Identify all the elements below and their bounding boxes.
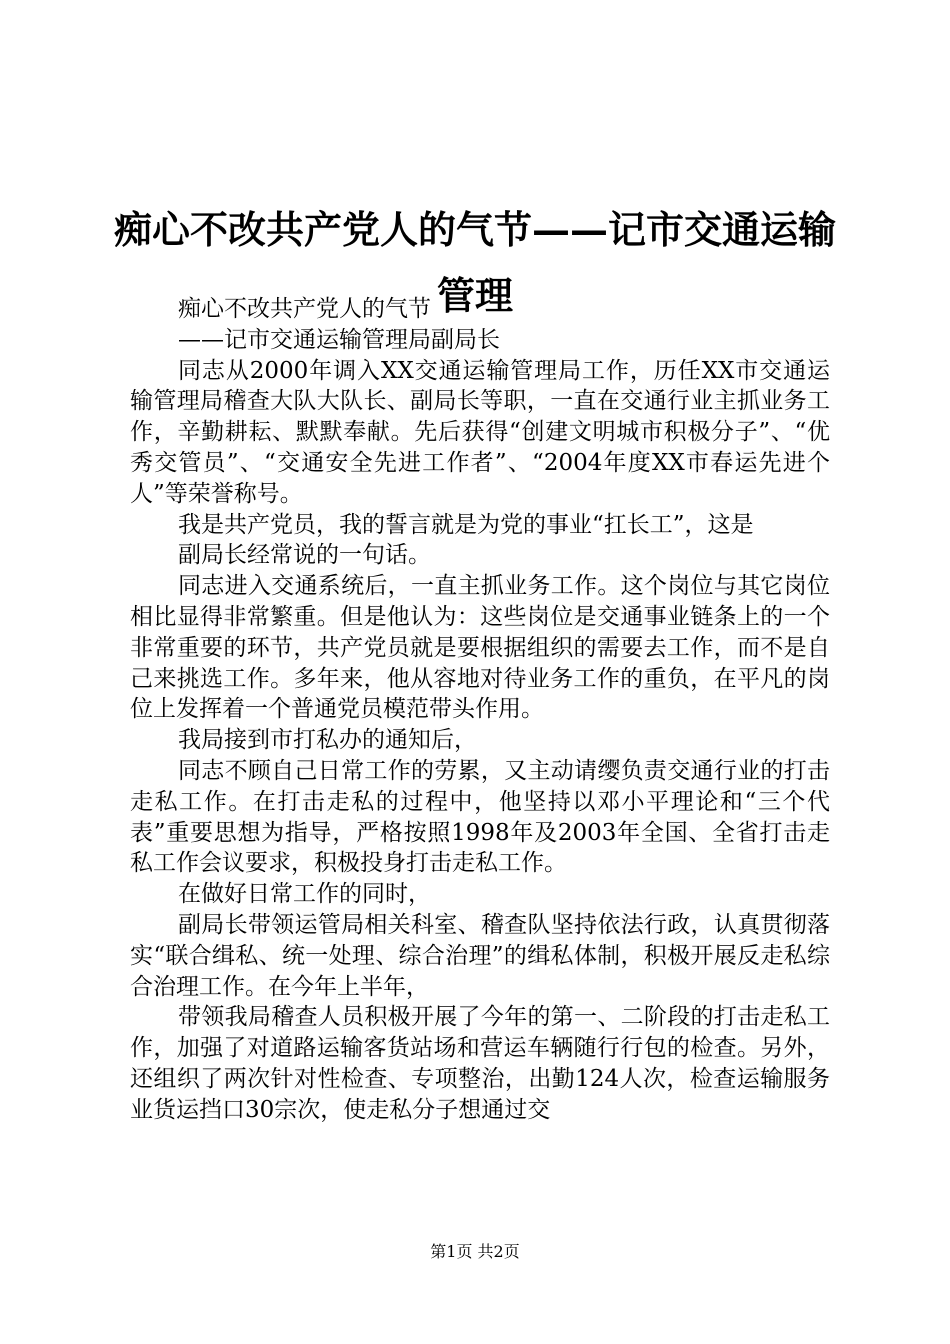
paragraph: 副局长带领运管局相关科室、稽查队坚持依法行政，认真贯彻落实“联合缉私、统一处理、综合治理”的缉私体制，积极开展反走私综合治理工作。在今年上半年， <box>130 911 830 1000</box>
paragraph: 我是共产党员，我的誓言就是为党的事业“扛长工”，这是 <box>178 511 754 538</box>
paragraph: 痴心不改共产党人的气节 <box>178 296 431 322</box>
page-title: 痴心不改共产党人的气节——记市交通运输管理 <box>113 207 836 319</box>
paragraph: 同志从2000年调入XX交通运输管理局工作，历任XX市交通运输管理局稽查大队大队长、副局长等职，一直在交通行业主抓业务工作，辛勤耕耘、默默奉献。先后获得“创建文明城市积极分子”、“优秀交管员”、“交通安全先进工作者”、“2004年度XX市春运先进个人”等荣誉称号。 <box>130 357 830 507</box>
paragraph: 同志进入交通系统后，一直主抓业务工作。这个岗位与其它岗位相比显得非常繁重。但是他认为：这些岗位是交通事业链条上的一个非常重要的环节，共产党员就是要根据组织的需要去工作，而不是自己来挑选工作。多年来，他从容地对待业务工作的重负，在平凡的岗位上发挥着一个普通党员模范带头作用。 <box>130 573 830 723</box>
paragraph: 同志不顾自己日常工作的劳累，又主动请缨负责交通行业的打击走私工作。在打击走私的过程中，他坚持以邓小平理论和“三个代表”重要思想为指导，严格按照1998年及2003年全国、全省打击走私工作会议要求，积极投身打击走私工作。 <box>130 757 830 877</box>
paragraph: 我局接到市打私办的通知后， <box>178 727 477 754</box>
document-body <box>130 294 830 1126</box>
paragraph: ——记市交通运输管理局副局长 <box>178 326 500 353</box>
paragraph: 副局长经常说的一句话。 <box>178 542 431 569</box>
paragraph: 带领我局稽查人员积极开展了今年的第一、二阶段的打击走私工作，加强了对道路运输客货站场和营运车辆随行行包的检查。另外，还组织了两次针对性检查、专项整治，出勤124人次，检查运输服务业货运挡口30宗次，使走私分子想通过交 <box>130 1004 830 1123</box>
page-footer: 第1页 共2页 <box>430 1242 520 1261</box>
paragraph: 在做好日常工作的同时， <box>178 881 431 908</box>
